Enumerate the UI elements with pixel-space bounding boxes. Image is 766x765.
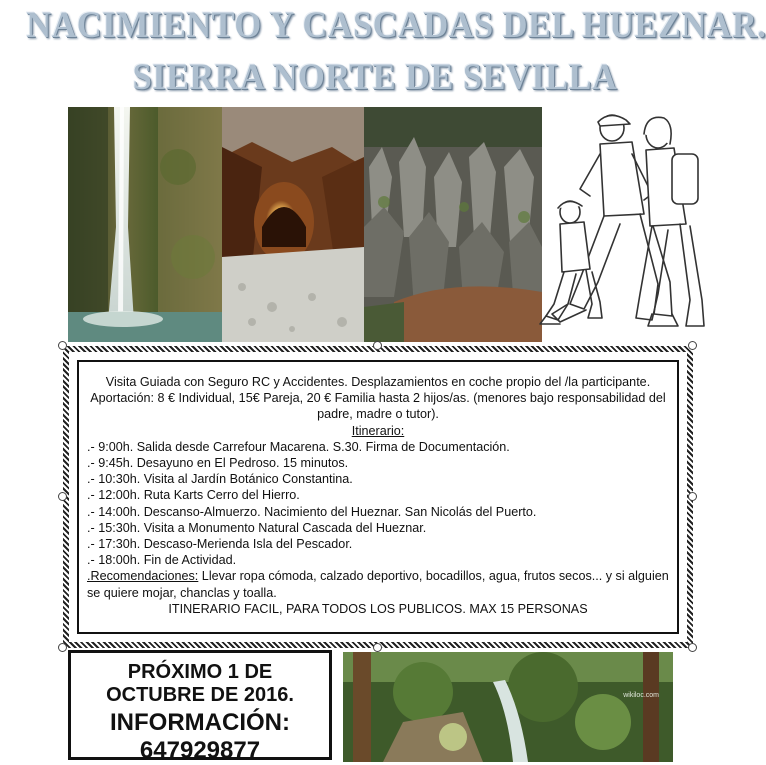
resize-handle-tm[interactable] xyxy=(373,341,382,350)
info-label: INFORMACIÓN: xyxy=(110,709,290,736)
itinerary-item: .- 15:30h. Visita a Monumento Natural Cascada del Hueznar. xyxy=(87,520,427,535)
itinerary-item: .- 12:00h. Ruta Karts Cerro del Hierro. xyxy=(87,488,300,503)
resize-handle-ml[interactable] xyxy=(58,492,67,501)
next-event-line-1: PRÓXIMO 1 DE xyxy=(127,661,273,683)
itinerary-item: .- 17:30h. Descaso-Merienda Isla del Pescador. xyxy=(87,537,353,552)
info-footer: ITINERARIO FACIL, PARA TODOS LOS PUBLICOS. MAX 15 PERSONAS xyxy=(168,601,588,616)
hiking-family-drawing xyxy=(540,104,710,344)
intro-text: Visita Guiada con Seguro RC y Accidentes. Desplazamientos en coche propio del /la participante. Aportación: 8 € Individual, 15€ Pareja, 20 € Familia hasta 2 hijos/as. (menores bajo responsabilidad del padre, madre o tutor). xyxy=(90,375,666,422)
forest-waterfall-photo xyxy=(343,652,673,762)
next-event-line-2: OCTUBRE DE 2016. xyxy=(106,684,294,706)
phone-number: 647929877 xyxy=(139,737,261,764)
waterfall-photo xyxy=(68,107,222,342)
recommendations-label: .Recomendaciones: xyxy=(87,569,199,584)
info-box xyxy=(77,360,679,634)
recommendations-text: Llevar ropa cómoda, calzado deportivo, bocadillos, agua, frutos secos... y si alguien se quiere mojar, chanclas y toalla. xyxy=(87,569,669,600)
title-line-2: SIERRA NORTE DE SEVILLA xyxy=(132,57,618,98)
itinerary-item: .- 14:00h. Descanso-Almuerzo. Nacimiento del Hueznar. San Nicolás del Puerto. xyxy=(87,504,537,519)
recommendations xyxy=(87,568,669,600)
resize-handle-tr[interactable] xyxy=(688,341,697,350)
rock-tunnel-photo xyxy=(222,107,364,342)
title-line-1: NACIMIENTO Y CASCADAS DEL HUEZNAR. xyxy=(26,5,766,46)
resize-handle-br[interactable] xyxy=(688,643,697,652)
itinerary-item: .- 9:00h. Salida desde Carrefour Macarena. S.30. Firma de Documentación. xyxy=(87,439,510,454)
forest-watermark: wikiloc.com xyxy=(623,692,659,699)
resize-handle-bm[interactable] xyxy=(373,643,382,652)
resize-handle-mr[interactable] xyxy=(688,492,697,501)
next-event-box xyxy=(68,650,332,764)
itinerary-item: .- 10:30h. Visita al Jardín Botánico Constantina. xyxy=(87,472,353,487)
itinerary-item: .- 18:00h. Fin de Actividad. xyxy=(87,553,237,568)
info-frame xyxy=(63,346,693,648)
itinerary-item: .- 9:45h. Desayuno en El Pedroso. 15 minutos. xyxy=(87,456,349,471)
karst-rocks-photo xyxy=(364,107,542,342)
itinerary-list xyxy=(87,439,669,569)
itinerary-title: Itinerario: xyxy=(351,423,405,438)
resize-handle-tl[interactable] xyxy=(58,341,67,350)
resize-handle-bl[interactable] xyxy=(58,643,67,652)
